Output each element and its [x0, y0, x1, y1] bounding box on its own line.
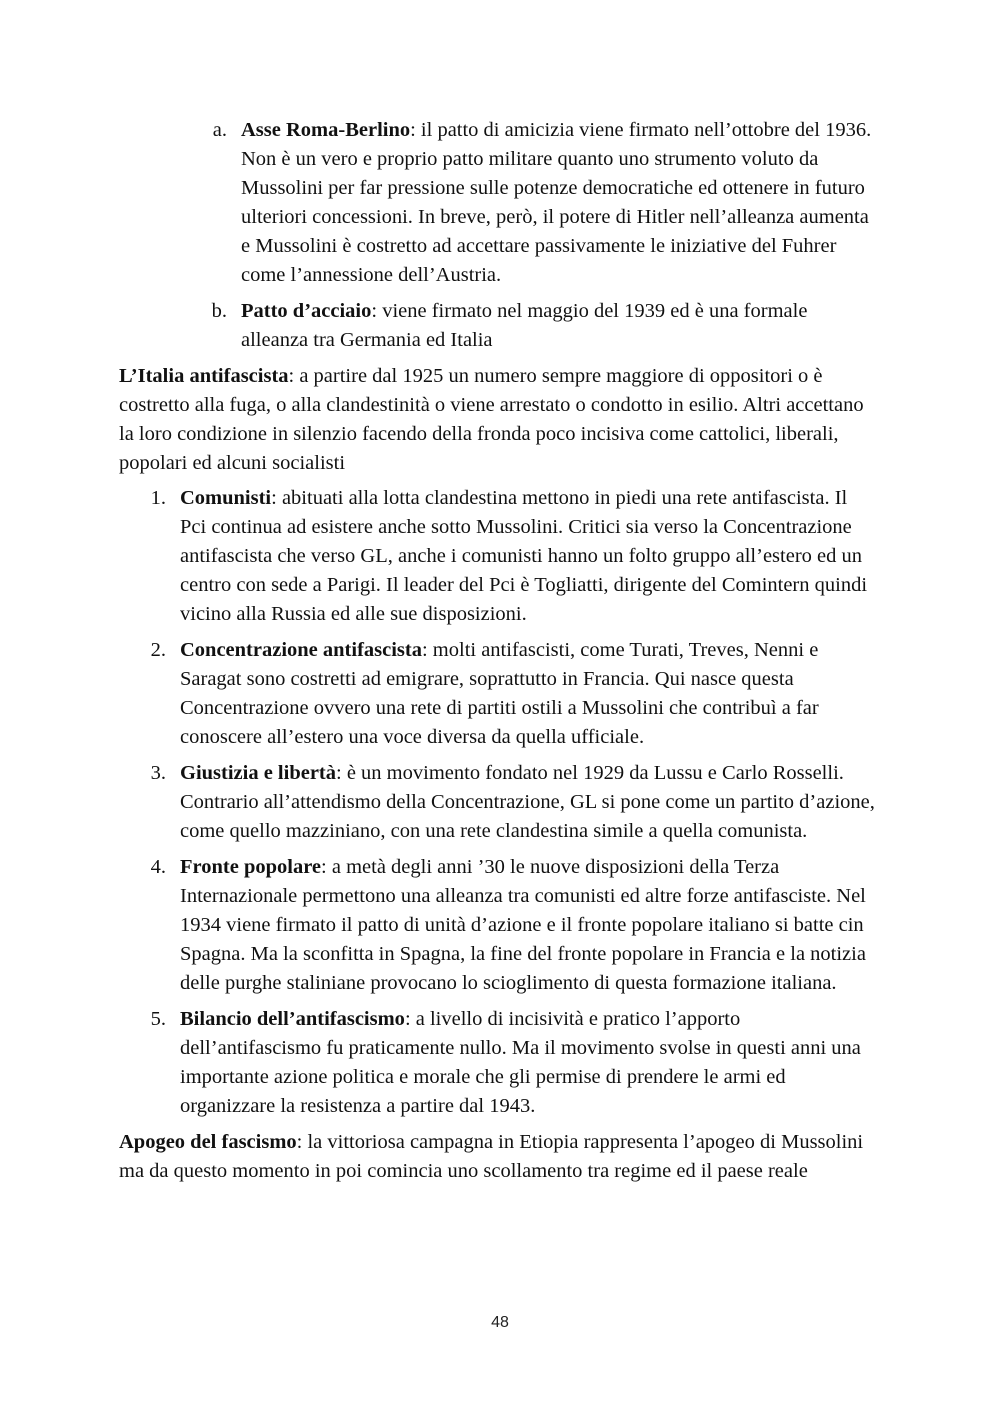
- list-item-concentrazione: [119, 636, 877, 752]
- item-text: : è un movimento fondato nel 1929 da Lussu e Carlo Rosselli. Contrario all’attendismo della Concentrazione, GL si pone come un partito d’azione, come quello mazziniano, con una rete clandestina simile a quella comunista.: [180, 762, 875, 842]
- term-heading: L’Italia antifascista: [119, 365, 289, 387]
- item-text: : a metà degli anni ’30 le nuove disposizioni della Terza Internazionale permettono una alleanza tra comunisti ed altre forze antifasciste. Nel 1934 viene firmato il patto di unità d’azione e il fronte popolare italiano si batte cin Spagna. Ma la sconfitta in Spagna, la fine del fronte popolare in Francia e la notizia delle purghe staliniane provocano lo scioglimento di questa formazione italiana.: [180, 856, 866, 994]
- list-marker: 3.: [150, 762, 166, 784]
- term-heading: Comunisti: [180, 487, 272, 509]
- list-marker: 2.: [150, 639, 166, 661]
- term-heading: Giustizia e libertà: [180, 762, 337, 784]
- list-item-giustizia-liberta: [119, 759, 877, 846]
- list-item-bilancio: [119, 1005, 877, 1121]
- term-heading: Bilancio dell’antifascismo: [180, 1008, 405, 1030]
- list-item-patto-acciaio: [119, 297, 877, 355]
- page-content: [119, 116, 877, 1192]
- item-text: : molti antifascisti, come Turati, Treves, Nenni e Saragat sono costretti ad emigrare, soprattutto in Francia. Qui nasce questa Concentrazione ovvero una rete di partiti ostili a Mussolini che contribuì a far conoscere all’estero una voce diversa da quella ufficiale.: [180, 639, 819, 748]
- list-item-comunisti: [119, 484, 877, 629]
- list-marker: a.: [212, 119, 227, 141]
- list-marker: 1.: [150, 487, 166, 509]
- item-text: : abituati alla lotta clandestina mettono in piedi una rete antifascista. Il Pci continua ad esistere anche sotto Mussolini. Critici sia verso la Concentrazione antifascista che verso GL, anche i comunisti hanno un folto gruppo all’estero ed un centro con sede a Parigi. Il leader del Pci è Togliatti, dirigente del Comintern quindi vicino alla Russia ed alle sue disposizioni.: [180, 487, 868, 625]
- item-text: : viene firmato nel maggio del 1939 ed è una formale alleanza tra Germania ed Italia: [241, 300, 808, 351]
- page-number: 48: [491, 1314, 509, 1331]
- list-marker: 4.: [150, 856, 166, 878]
- paragraph-text: : la vittoriosa campagna in Etiopia rappresenta l’apogeo di Mussolini ma da questo momento in poi comincia uno scollamento tra regime ed il paese reale: [119, 1131, 864, 1182]
- item-text: : a livello di incisività e pratico l’apporto dell’antifascismo fu praticamente nullo. Ma il movimento svolse in questi anni una importante azione politica e morale che gli permise di prendere le armi ed organizzare la resistenza a partire dal 1943.: [180, 1008, 861, 1117]
- term-heading: Concentrazione antifascista: [180, 639, 422, 661]
- item-text: : il patto di amicizia viene firmato nell’ottobre del 1936. Non è un vero e proprio patto militare quanto uno strumento voluto da Mussolini per far pressione sulle potenze democratiche ed ottenere in futuro ulteriori concessioni. In breve, però, il potere di Hitler nell’alleanza aumenta e Mussolini è costretto ad accettare passivamente le iniziative del Fuhrer come l’annessione dell’Austria.: [241, 119, 872, 286]
- list-marker: b.: [211, 300, 227, 322]
- list-item-fronte-popolare: [119, 853, 877, 998]
- paragraph-text: : a partire dal 1925 un numero sempre maggiore di oppositori o è costretto alla fuga, o alla clandestinità o viene arrestato o condotto in esilio. Altri accettano la loro condizione in silenzio facendo della fronda poco incisiva come cattolici, liberali, popolari ed alcuni socialisti: [119, 365, 864, 474]
- list-marker: 5.: [150, 1008, 166, 1030]
- term-heading: Asse Roma-Berlino: [241, 119, 411, 141]
- list-item-asse-roma-berlino: [119, 116, 877, 290]
- paragraph-italia-antifascista: [119, 362, 877, 478]
- term-heading: Apogeo del fascismo: [119, 1131, 297, 1153]
- term-heading: Fronte popolare: [180, 856, 322, 878]
- term-heading: Patto d’acciaio: [241, 300, 372, 322]
- paragraph-apogeo-fascismo: [119, 1128, 877, 1186]
